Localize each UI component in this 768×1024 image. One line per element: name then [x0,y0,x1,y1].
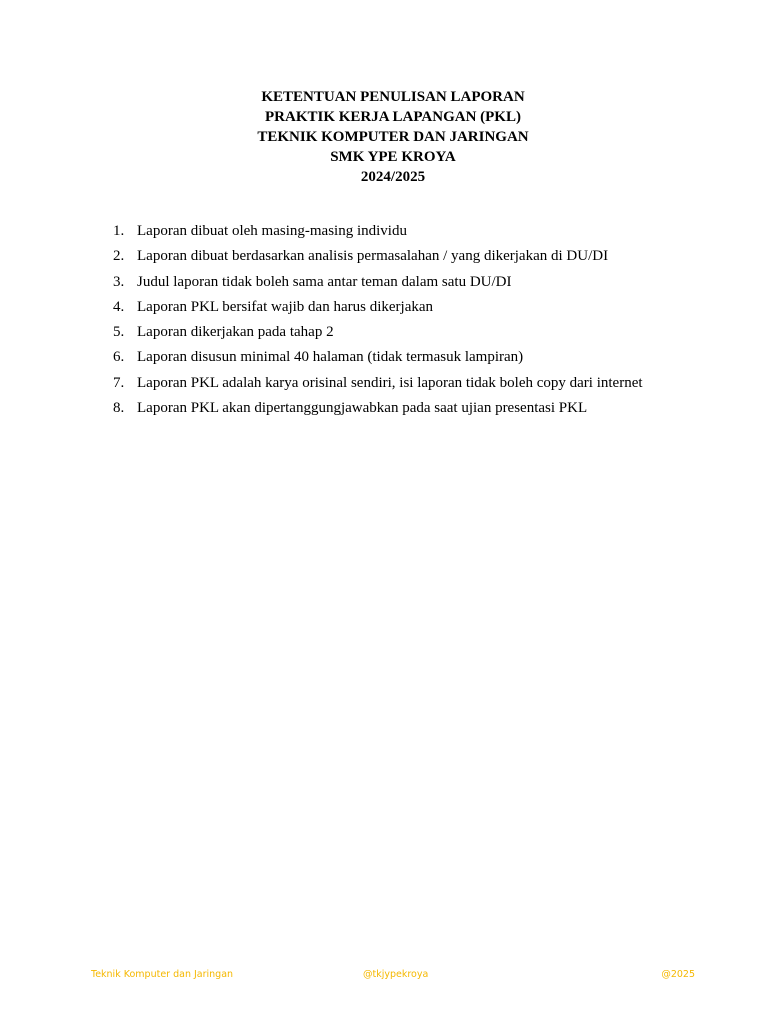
list-item [113,246,713,271]
list-item-text: Laporan disusun minimal 40 halaman (tidak termasuk lampiran) [137,349,524,366]
list-item-text: Laporan dibuat oleh masing-masing individu [137,223,407,239]
list-item [113,322,713,347]
list-item-text: Laporan PKL bersifat wajib dan harus dikerjakan [137,298,434,315]
page-footer [91,968,695,982]
list-item [113,221,713,246]
list-item-number: 5. [113,324,125,341]
list-item-text: Judul laporan tidak boleh sama antar teman dalam satu DU/DI [137,273,512,290]
footer-social-handle: @tkjypekroya [363,969,429,980]
list-item-number: 2. [113,248,125,265]
list-item [113,347,713,372]
list-item [113,272,713,297]
document-title [0,87,768,187]
list-item [113,398,713,423]
rules-list [113,221,713,423]
list-item-text: Laporan PKL akan dipertanggungjawabkan pada saat ujian presentasi PKL [137,400,588,417]
title-line: 2024/2025 [360,169,426,185]
list-item-text: Laporan PKL adalah karya orisinal sendiri, isi laporan tidak boleh copy dari internet [137,374,643,391]
title-line: SMK YPE KROYA [330,149,456,165]
list-item-text: Laporan dikerjakan pada tahap 2 [137,324,334,341]
footer-year: @2025 [661,969,695,980]
list-item-number: 1. [113,223,125,239]
list-item-number: 6. [113,349,125,366]
list-item-number: 3. [113,273,125,290]
title-line: KETENTUAN PENULISAN LAPORAN [261,89,525,105]
list-item-number: 7. [113,374,125,391]
footer-department: Teknik Komputer dan Jaringan [91,969,234,980]
title-line: PRAKTIK KERJA LAPANGAN (PKL) [265,109,521,125]
list-item-number: 4. [113,298,125,315]
list-item [113,373,713,398]
list-item [113,297,713,322]
title-line: TEKNIK KOMPUTER DAN JARINGAN [257,129,529,145]
list-item-number: 8. [113,400,125,417]
list-item-text: Laporan dibuat berdasarkan analisis permasalahan / yang dikerjakan di DU/DI [137,248,609,265]
